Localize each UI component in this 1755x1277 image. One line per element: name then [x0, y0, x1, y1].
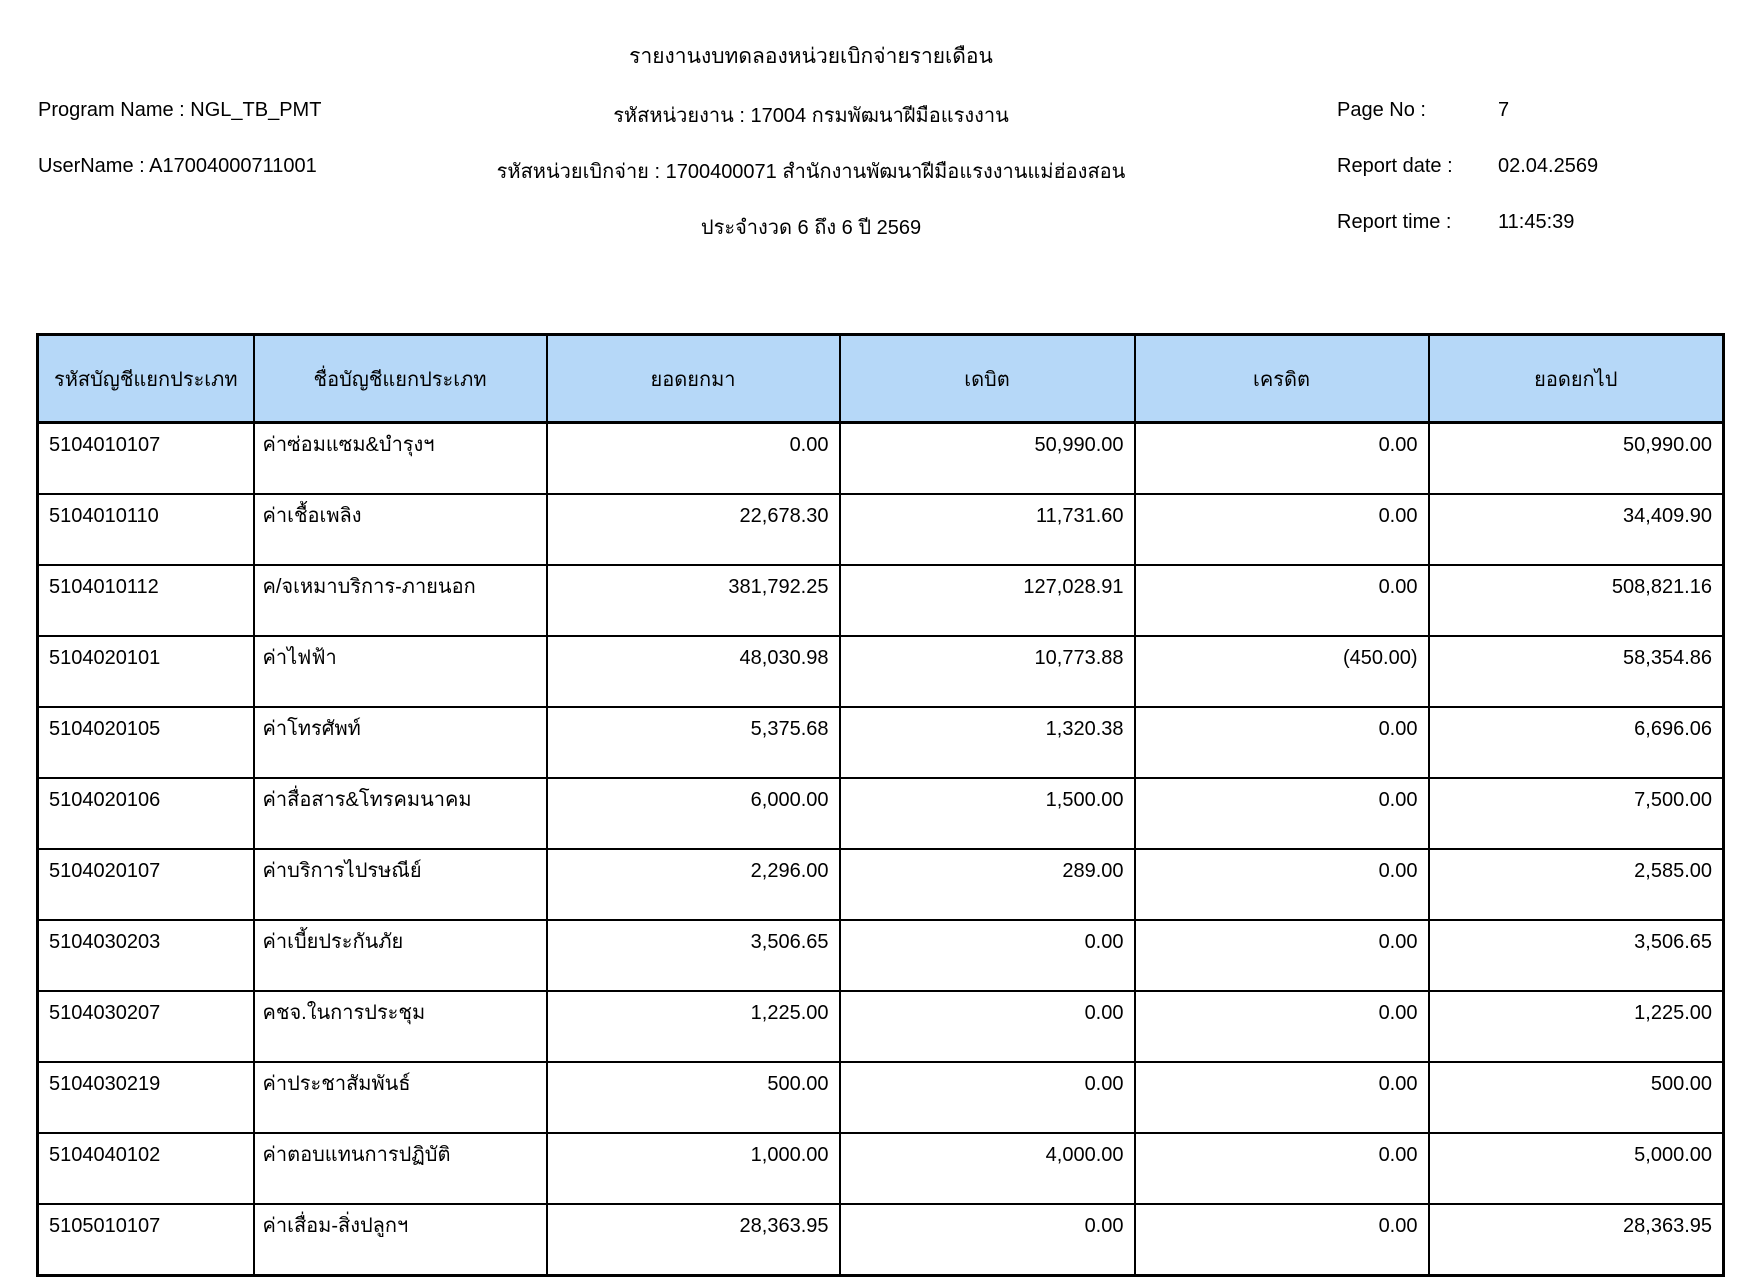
account-name-cell: ค่าเชื้อเพลิง [254, 494, 547, 565]
credit-cell: 0.00 [1135, 423, 1429, 495]
opening-balance-cell: 1,000.00 [547, 1133, 840, 1204]
opening-balance-cell: 28,363.95 [547, 1204, 840, 1276]
account-name-cell: ค่าไฟฟ้า [254, 636, 547, 707]
closing-balance-cell: 34,409.90 [1429, 494, 1724, 565]
account-code-cell: 5104030203 [38, 920, 254, 991]
closing-balance-cell: 508,821.16 [1429, 565, 1724, 636]
table-row [38, 423, 1724, 495]
table-row [38, 778, 1724, 849]
opening-balance-cell: 48,030.98 [547, 636, 840, 707]
column-header-account-code: รหัสบัญชีแยกประเภท [38, 335, 254, 423]
account-code-cell: 5104040102 [38, 1133, 254, 1204]
account-code-cell: 5104020106 [38, 778, 254, 849]
account-name-cell: ค/จเหมาบริการ-ภายนอก [254, 565, 547, 636]
account-name-cell: ค่าซ่อมแซม&บำรุงฯ [254, 423, 547, 495]
debit-cell: 127,028.91 [840, 565, 1135, 636]
debit-cell: 50,990.00 [840, 423, 1135, 495]
table-row [38, 920, 1724, 991]
closing-balance-cell: 7,500.00 [1429, 778, 1724, 849]
disbursement-unit-code: รหัสหน่วยเบิกจ่าย : 1700400071 สำนักงานพัฒนาฝีมือแรงงานแม่ฮ่องสอน [496, 161, 1126, 183]
table-row [38, 1062, 1724, 1133]
account-code-cell: 5104020101 [38, 636, 254, 707]
report-time-label: Report time : [1337, 211, 1452, 233]
report-date-value: 02.04.2569 [1498, 155, 1599, 177]
account-name-cell: ค่าบริการไปรษณีย์ [254, 849, 547, 920]
account-name-cell: ค่าประชาสัมพันธ์ [254, 1062, 547, 1133]
opening-balance-cell: 22,678.30 [547, 494, 840, 565]
report-time-value: 11:45:39 [1498, 211, 1575, 233]
page-title: รายงานงบทดลองหน่วยเบิกจ่ายรายเดือน [629, 45, 993, 68]
account-name-cell: คชจ.ในการประชุม [254, 991, 547, 1062]
table-row [38, 565, 1724, 636]
opening-balance-cell: 6,000.00 [547, 778, 840, 849]
period-text: ประจำงวด 6 ถึง 6 ปี 2569 [700, 217, 922, 239]
column-header-credit: เครดิต [1135, 335, 1429, 423]
credit-cell: (450.00) [1135, 636, 1429, 707]
page-no-label: Page No : [1337, 99, 1426, 121]
debit-cell: 289.00 [840, 849, 1135, 920]
debit-cell: 0.00 [840, 991, 1135, 1062]
opening-balance-cell: 381,792.25 [547, 565, 840, 636]
table-header-row [38, 335, 1724, 423]
debit-cell: 0.00 [840, 1204, 1135, 1276]
report-date-label: Report date : [1337, 155, 1453, 177]
account-code-cell: 5104010110 [38, 494, 254, 565]
user-name: UserName : A17004000711001 [38, 155, 317, 177]
column-header-account-name: ชื่อบัญชีแยกประเภท [254, 335, 547, 423]
debit-cell: 1,500.00 [840, 778, 1135, 849]
opening-balance-cell: 5,375.68 [547, 707, 840, 778]
closing-balance-cell: 3,506.65 [1429, 920, 1724, 991]
credit-cell: 0.00 [1135, 991, 1429, 1062]
account-code-cell: 5104010107 [38, 423, 254, 495]
opening-balance-cell: 2,296.00 [547, 849, 840, 920]
agency-code: รหัสหน่วยงาน : 17004 กรมพัฒนาฝีมือแรงงาน [613, 105, 1009, 127]
opening-balance-cell: 500.00 [547, 1062, 840, 1133]
account-code-cell: 5104020105 [38, 707, 254, 778]
debit-cell: 11,731.60 [840, 494, 1135, 565]
account-name-cell: ค่าเบี้ยประกันภัย [254, 920, 547, 991]
closing-balance-cell: 28,363.95 [1429, 1204, 1724, 1276]
closing-balance-cell: 2,585.00 [1429, 849, 1724, 920]
debit-cell: 10,773.88 [840, 636, 1135, 707]
closing-balance-cell: 58,354.86 [1429, 636, 1724, 707]
account-code-cell: 5104030219 [38, 1062, 254, 1133]
table-row [38, 636, 1724, 707]
account-code-cell: 5104010112 [38, 565, 254, 636]
trial-balance-table [36, 333, 1725, 1277]
credit-cell: 0.00 [1135, 920, 1429, 991]
closing-balance-cell: 1,225.00 [1429, 991, 1724, 1062]
table-row [38, 494, 1724, 565]
account-code-cell: 5104020107 [38, 849, 254, 920]
page-no-value: 7 [1498, 99, 1510, 121]
account-code-cell: 5105010107 [38, 1204, 254, 1276]
opening-balance-cell: 3,506.65 [547, 920, 840, 991]
credit-cell: 0.00 [1135, 494, 1429, 565]
column-header-closing-balance: ยอดยกไป [1429, 335, 1724, 423]
credit-cell: 0.00 [1135, 778, 1429, 849]
debit-cell: 0.00 [840, 920, 1135, 991]
account-name-cell: ค่าเสื่อม-สิ่งปลูกฯ [254, 1204, 547, 1276]
debit-cell: 1,320.38 [840, 707, 1135, 778]
debit-cell: 0.00 [840, 1062, 1135, 1133]
table-row [38, 849, 1724, 920]
closing-balance-cell: 50,990.00 [1429, 423, 1724, 495]
account-name-cell: ค่าโทรศัพท์ [254, 707, 547, 778]
credit-cell: 0.00 [1135, 1062, 1429, 1133]
closing-balance-cell: 5,000.00 [1429, 1133, 1724, 1204]
account-name-cell: ค่าตอบแทนการปฏิบัติ [254, 1133, 547, 1204]
column-header-debit: เดบิต [840, 335, 1135, 423]
credit-cell: 0.00 [1135, 1133, 1429, 1204]
account-name-cell: ค่าสื่อสาร&โทรคมนาคม [254, 778, 547, 849]
program-name: Program Name : NGL_TB_PMT [38, 99, 322, 121]
account-code-cell: 5104030207 [38, 991, 254, 1062]
credit-cell: 0.00 [1135, 707, 1429, 778]
closing-balance-cell: 500.00 [1429, 1062, 1724, 1133]
opening-balance-cell: 1,225.00 [547, 991, 840, 1062]
column-header-opening-balance: ยอดยกมา [547, 335, 840, 423]
credit-cell: 0.00 [1135, 565, 1429, 636]
debit-cell: 4,000.00 [840, 1133, 1135, 1204]
table-row [38, 1133, 1724, 1204]
credit-cell: 0.00 [1135, 1204, 1429, 1276]
table-row [38, 991, 1724, 1062]
credit-cell: 0.00 [1135, 849, 1429, 920]
opening-balance-cell: 0.00 [547, 423, 840, 495]
closing-balance-cell: 6,696.06 [1429, 707, 1724, 778]
table-row [38, 707, 1724, 778]
